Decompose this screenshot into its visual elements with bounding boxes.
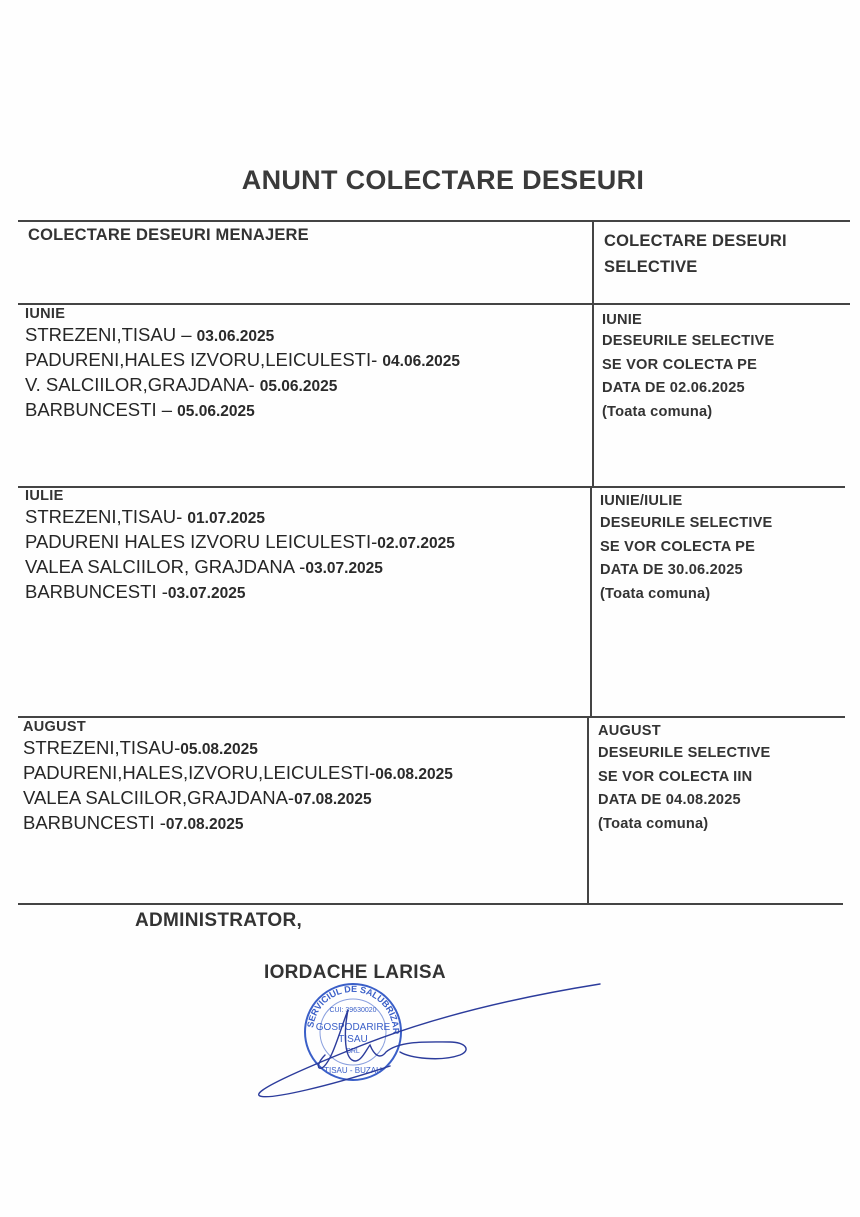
- collection-date: 07.08.2025: [294, 791, 372, 808]
- header-selective-waste: [604, 228, 787, 280]
- stamp-svg: [240, 970, 620, 1110]
- household-schedule-june: [25, 305, 460, 423]
- selective-line: DESEURILE SELECTIVE: [598, 745, 771, 761]
- stamp-center-line: SRL: [346, 1048, 360, 1055]
- selective-line: DESEURILE SELECTIVE: [600, 515, 773, 531]
- selective-line: DATA DE 02.06.2025: [602, 380, 745, 396]
- selective-schedule-august: [598, 720, 770, 836]
- stamp-and-signature: [240, 970, 620, 1110]
- schedule-line: [23, 736, 453, 761]
- schedule-line: [25, 530, 455, 555]
- selective-line: DESEURILE SELECTIVE: [602, 333, 775, 349]
- header-household-waste: [28, 222, 309, 248]
- handwritten-signature-icon: [259, 984, 600, 1097]
- locality: BARBUNCESTI –: [25, 399, 178, 420]
- selective-line: DATA DE 30.06.2025: [600, 562, 743, 578]
- selective-line: (Toata comuna): [602, 403, 713, 420]
- collection-date: 05.06.2025: [259, 378, 338, 395]
- schedule-line: [25, 373, 460, 398]
- month-label: AUGUST: [23, 719, 87, 735]
- collection-date: 06.08.2025: [375, 766, 453, 783]
- locality: BARBUNCESTI -: [23, 812, 166, 833]
- header-selective-line: COLECTARE DESEURI: [604, 232, 787, 250]
- locality: BARBUNCESTI -: [25, 581, 168, 602]
- locality: STREZENI,TISAU-: [23, 737, 181, 758]
- collection-date: 04.06.2025: [382, 353, 460, 370]
- collection-date: 01.07.2025: [187, 510, 265, 527]
- locality: VALEA SALCIILOR,GRAJDANA-: [23, 787, 295, 808]
- month-label: IUNIE: [602, 312, 642, 328]
- schedule-line: [25, 398, 460, 423]
- selective-line: SE VOR COLECTA IIN: [598, 768, 753, 785]
- locality: PADURENI,HALES,IZVORU,LEICULESTI-: [23, 762, 376, 783]
- collection-date: 03.07.2025: [305, 560, 383, 577]
- table-rule-bottom: [18, 903, 843, 905]
- schedule-line: [23, 786, 453, 811]
- document-title: ANUNT COLECTARE DESEURI: [241, 165, 645, 195]
- selective-schedule-june-july: [600, 490, 772, 606]
- month-label: IUNIE/IULIE: [600, 493, 683, 509]
- collection-date: 03.07.2025: [167, 585, 246, 602]
- selective-line: DATA DE 04.08.2025: [598, 792, 741, 808]
- table-column-divider: [590, 486, 592, 718]
- selective-line: (Toata comuna): [600, 585, 711, 602]
- header-household-label: COLECTARE DESEURI MENAJERE: [28, 226, 309, 244]
- stamp-bottom-text: TISAU - BUZAU: [324, 1066, 382, 1075]
- header-selective-line: SELECTIVE: [604, 258, 698, 276]
- stamp-cui: CUI: 39630020: [329, 1007, 377, 1014]
- schedule-line: [25, 580, 455, 605]
- official-stamp-icon: [240, 970, 401, 1080]
- household-schedule-july: [25, 487, 455, 605]
- locality: VALEA SALCIILOR, GRAJDANA -: [25, 556, 306, 577]
- household-schedule-august: [23, 718, 453, 836]
- locality: STREZENI,TISAU-: [25, 506, 188, 527]
- locality: STREZENI,TISAU –: [25, 324, 197, 345]
- locality: PADURENI,HALES IZVORU,LEICULESTI-: [25, 349, 383, 370]
- month-label: IULIE: [25, 488, 64, 504]
- locality: V. SALCIILOR,GRAJDANA-: [25, 374, 260, 395]
- stamp-top-text: SERVICIUL DE SALUBRIZAR: [305, 983, 402, 1035]
- collection-date: 05.06.2025: [177, 403, 255, 420]
- collection-date: 07.08.2025: [165, 816, 244, 833]
- table-column-divider: [592, 220, 594, 488]
- schedule-line: [25, 505, 455, 530]
- schedule-line: [25, 555, 455, 580]
- signatory-name: IORDACHE LARISA: [264, 962, 446, 983]
- selective-line: SE VOR COLECTA PE: [600, 538, 756, 555]
- schedule-line: [25, 348, 460, 373]
- selective-line: SE VOR COLECTA PE: [602, 356, 758, 373]
- collection-date: 03.06.2025: [196, 328, 275, 345]
- collection-date: 05.08.2025: [180, 741, 258, 758]
- signatory-role: ADMINISTRATOR,: [135, 910, 303, 931]
- month-label: IUNIE: [25, 306, 66, 322]
- table-column-divider: [587, 716, 589, 904]
- schedule-line: [23, 811, 453, 836]
- schedule-line: [23, 761, 453, 786]
- selective-schedule-june: [602, 310, 774, 424]
- stamp-center-line: GOSPODARIRE: [315, 1022, 391, 1033]
- month-label: AUGUST: [598, 723, 661, 739]
- locality: PADURENI HALES IZVORU LEICULESTI-: [25, 531, 378, 552]
- schedule-line: [25, 323, 460, 348]
- collection-date: 02.07.2025: [377, 535, 455, 552]
- stamp-center-line: TISAU: [338, 1034, 368, 1045]
- selective-line: (Toata comuna): [598, 815, 709, 832]
